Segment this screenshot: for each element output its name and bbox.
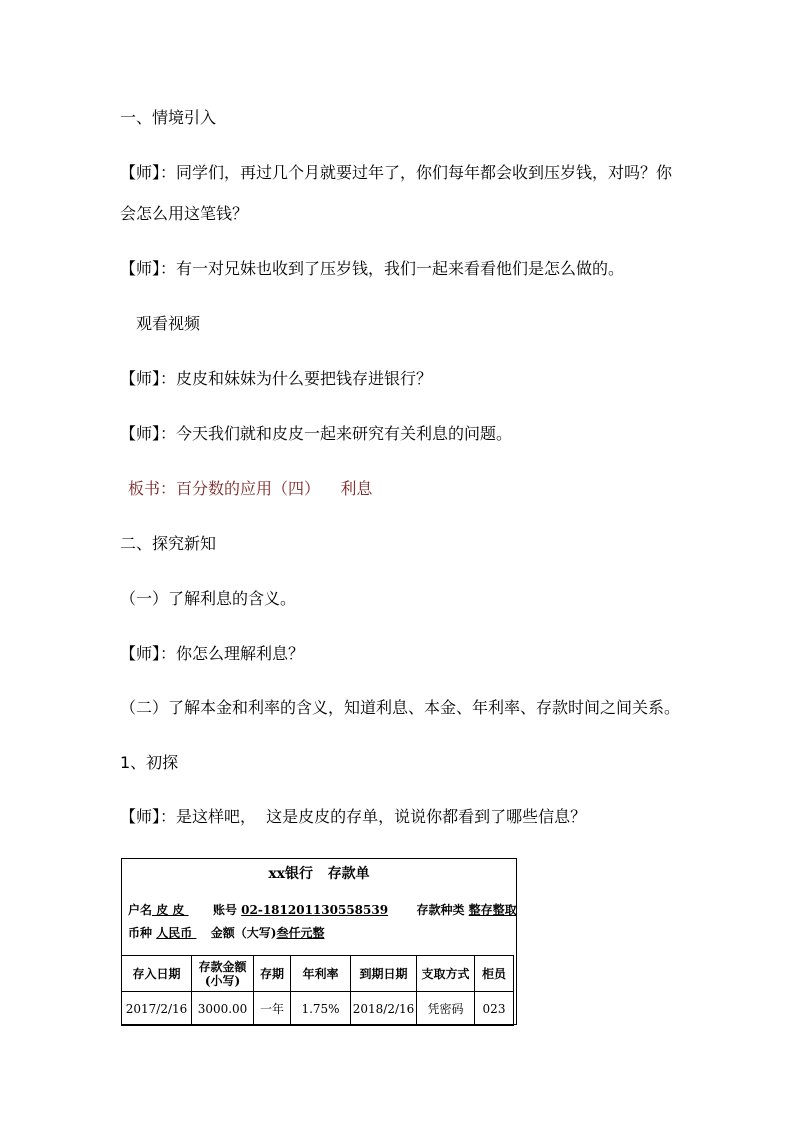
paragraph-teacher-5: 【师】：你怎么理解利息？	[120, 644, 305, 663]
deposit-type-value: 整存整取	[468, 903, 517, 917]
header-deposit-date: 存入日期	[122, 956, 192, 992]
header-teller: 柜员	[475, 956, 514, 992]
deposit-slip-title: xx银行 存款单	[268, 866, 370, 882]
account-name-label: 户名	[128, 903, 153, 917]
deposit-table	[121, 955, 514, 1026]
account-number-label: 账号	[212, 903, 237, 917]
paragraph-teacher-4: 【师】：今天我们就和皮皮一起来研究有关利息的问题。	[120, 424, 513, 443]
paragraph-teacher-1: 【师】：同学们，再过几个月就要过年了，你们每年都会收到压岁钱，对吗？你	[120, 163, 673, 182]
value-withdraw-method: 凭密码	[417, 992, 475, 1026]
deposit-row-amount	[128, 924, 324, 941]
deposit-row-account	[128, 901, 517, 918]
value-term: 一年	[254, 992, 291, 1026]
paragraph-teacher-1-cont: 会怎么用这笔钱？	[120, 204, 249, 223]
paragraph-teacher-6: 【师】：是这样吧， 这是皮皮的存单，说说你都看到了哪些信息？	[120, 807, 587, 826]
account-number-value: 02-181201130558539	[241, 903, 389, 917]
deposit-type-label: 存款种类	[416, 903, 465, 917]
value-teller: 023	[475, 992, 514, 1026]
header-deposit-amount: 存款金额(小写)	[192, 956, 254, 992]
deposit-slip	[121, 858, 517, 1025]
paragraph-teacher-3: 【师】：皮皮和妹妹为什么要把钱存进银行？	[120, 369, 433, 388]
currency-value: 人民币	[156, 926, 197, 940]
amount-words-label: 金额（大写)	[210, 926, 277, 940]
deposit-table-header-row	[122, 956, 514, 992]
section-heading-1: 一、情境引入	[120, 108, 217, 127]
value-maturity-date: 2018/2/16	[351, 992, 417, 1026]
header-annual-rate: 年利率	[291, 956, 351, 992]
value-deposit-date: 2017/2/16	[122, 992, 192, 1026]
value-annual-rate: 1.75%	[291, 992, 351, 1026]
subsection-1: （一）了解利息的含义。	[120, 589, 297, 608]
blackboard-note: 板书：百分数的应用（四） 利息	[128, 479, 373, 498]
header-maturity-date: 到期日期	[351, 956, 417, 992]
value-deposit-amount: 3000.00	[192, 992, 254, 1026]
watch-video-note: 观看视频	[136, 314, 201, 333]
step-heading-1: 1、初探	[120, 753, 179, 772]
amount-words-value: 叁仟元整	[276, 926, 325, 940]
deposit-table-value-row	[122, 992, 514, 1026]
paragraph-teacher-2: 【师】：有一对兄妹也收到了压岁钱，我们一起来看看他们是怎么做的。	[120, 259, 625, 278]
section-heading-2: 二、探究新知	[120, 534, 217, 553]
header-withdraw-method: 支取方式	[417, 956, 475, 992]
subsection-2: （二）了解本金和利率的含义，知道利息、本金、年利率、存款时间之间关系。	[120, 698, 681, 717]
currency-label: 币种	[128, 926, 153, 940]
account-name-value: 皮 皮	[152, 903, 189, 917]
header-term: 存期	[254, 956, 291, 992]
